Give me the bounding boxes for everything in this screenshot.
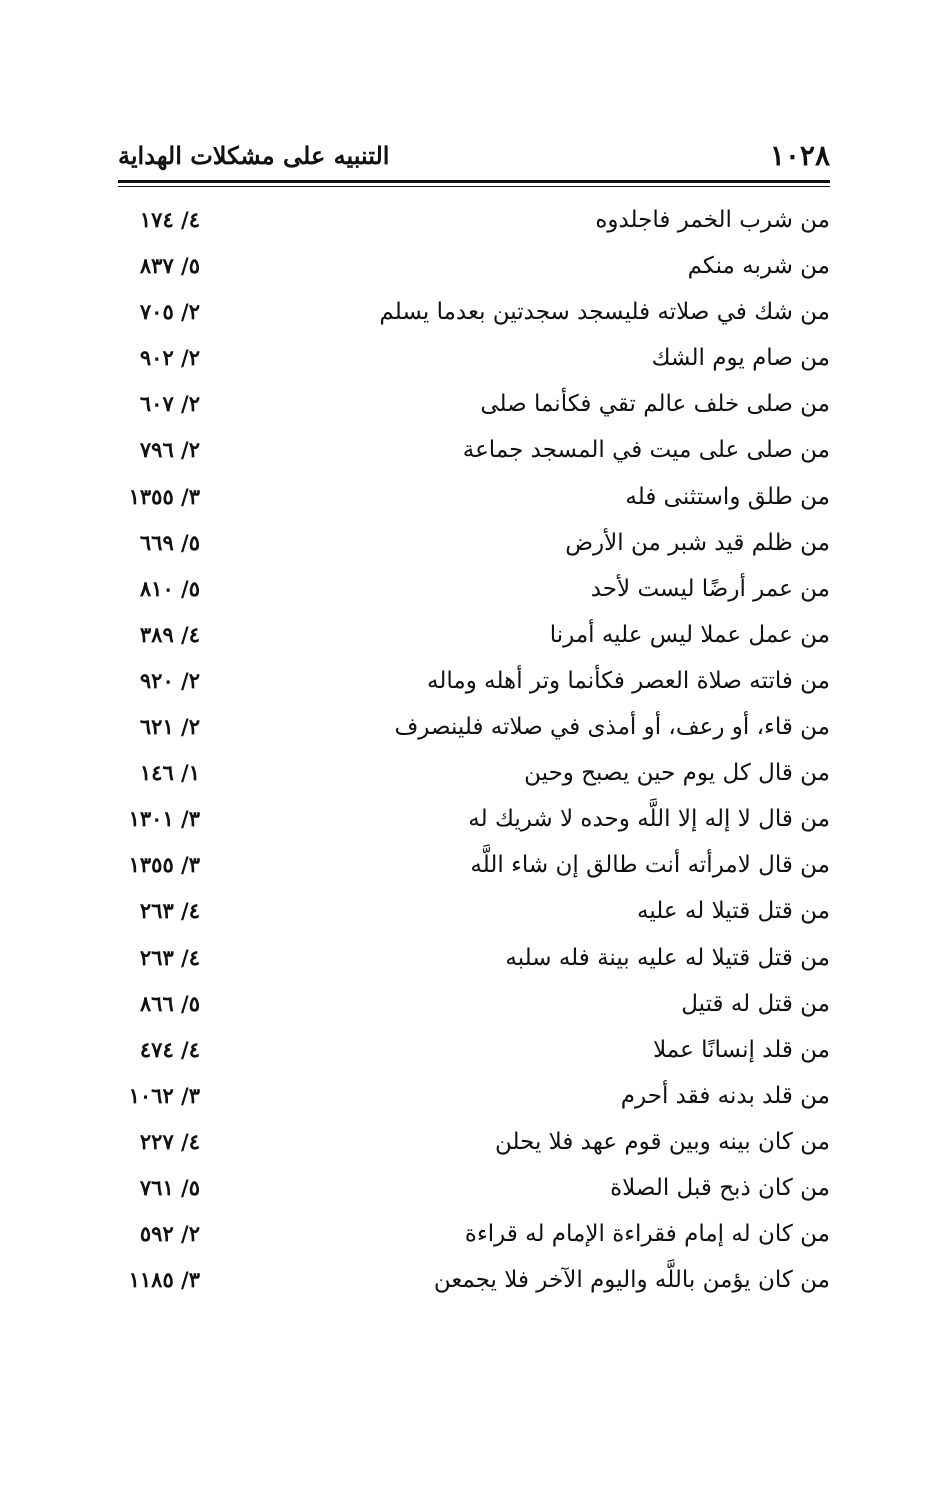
entry-text: من قال لا إله إلا اللَّه وحده لا شريك له xyxy=(468,806,830,833)
entry-text: من كان ذبح قبل الصلاة xyxy=(610,1174,830,1201)
index-entry xyxy=(118,704,830,750)
header-rule-thick xyxy=(118,180,830,183)
entry-text: من قال لامرأته أنت طالق إن شاء اللَّه xyxy=(470,852,830,879)
entry-reference: ٢/ ٩٠٢ xyxy=(139,345,200,371)
index-entry xyxy=(118,1211,830,1257)
index-entry xyxy=(118,981,830,1027)
entry-reference: ٥/ ٨١٠ xyxy=(139,575,200,601)
index-entry xyxy=(118,888,830,934)
entry-text: من قتل له قتيل xyxy=(681,990,830,1017)
index-entry xyxy=(118,1119,830,1165)
index-entry xyxy=(118,381,830,427)
page-header xyxy=(118,136,830,176)
index-entry xyxy=(118,243,830,289)
entry-reference: ٤/ ٢٢٧ xyxy=(139,1128,200,1154)
entry-reference: ٣/ ١٣٠١ xyxy=(128,806,200,832)
entry-reference: ٢/ ٩٢٠ xyxy=(139,667,200,693)
index-entry xyxy=(118,520,830,566)
entry-reference: ٥/ ٨٣٧ xyxy=(139,253,200,279)
entry-reference: ٥/ ٨٦٦ xyxy=(139,990,200,1016)
index-entry xyxy=(118,658,830,704)
entry-text: من قتل قتيلا له عليه بينة فله سلبه xyxy=(505,944,830,971)
entry-text: من قلد إنسانًا عملا xyxy=(653,1036,830,1063)
entry-text: من كان له إمام فقراءة الإمام له قراءة xyxy=(464,1221,830,1248)
entry-reference: ٢/ ٦٢١ xyxy=(139,714,200,740)
entry-reference: ٣/ ١٣٥٥ xyxy=(128,483,200,509)
entry-text: من صلى خلف عالم تقي فكأنما صلى xyxy=(480,391,830,418)
entry-reference: ٥/ ٦٦٩ xyxy=(139,529,200,555)
entry-text: من شرب الخمر فاجلدوه xyxy=(595,207,830,233)
entry-reference: ٢/ ٦٠٧ xyxy=(139,391,200,417)
index-entry xyxy=(118,796,830,842)
entry-text: من شربه منكم xyxy=(687,253,830,280)
entry-text: من قلد بدنه فقد أحرم xyxy=(620,1082,830,1109)
page-number: ١٠٢٨ xyxy=(769,139,830,172)
running-title: التنبيه على مشكلات الهداية xyxy=(118,141,390,170)
entry-reference: ١/ ١٤٦ xyxy=(139,760,200,786)
entry-text: من طلق واستثنى فله xyxy=(625,483,830,510)
entry-reference: ٢/ ٧٠٥ xyxy=(139,299,200,325)
entry-text: من فاتته صلاة العصر فكأنما وتر أهله وماله xyxy=(427,667,830,694)
index-entry xyxy=(118,474,830,520)
hadith-index-list xyxy=(118,197,830,1303)
entry-text: من عمر أرضًا ليست لأحد xyxy=(590,575,830,602)
index-entry xyxy=(118,612,830,658)
entry-reference: ٤/ ٤٧٤ xyxy=(139,1036,200,1062)
index-entry xyxy=(118,335,830,381)
index-entry xyxy=(118,1073,830,1119)
entry-reference: ٢/ ٧٩٦ xyxy=(139,437,200,463)
entry-reference: ٤/ ٢٦٣ xyxy=(139,944,200,970)
entry-text: من صلى على ميت في المسجد جماعة xyxy=(462,437,830,464)
entry-reference: ٣/ ١٣٥٥ xyxy=(128,852,200,878)
entry-reference: ٤/ ١٧٤ xyxy=(139,207,200,232)
entry-text: من قاء، أو رعف، أو أمذى في صلاته فلينصرف xyxy=(394,714,830,741)
index-entry xyxy=(118,842,830,888)
entry-reference: ٤/ ٢٦٣ xyxy=(139,898,200,924)
entry-text: من كان يؤمن باللَّه واليوم الآخر فلا يجمعن xyxy=(433,1267,830,1294)
entry-reference: ٥/ ٧٦١ xyxy=(139,1174,200,1200)
entry-text: من صام يوم الشك xyxy=(651,345,830,372)
index-entry xyxy=(118,750,830,796)
entry-text: من عمل عملا ليس عليه أمرنا xyxy=(549,621,830,648)
header-rule-thin xyxy=(118,186,830,187)
entry-reference: ٢/ ٥٩٢ xyxy=(139,1221,200,1247)
index-entry xyxy=(118,197,830,243)
index-entry xyxy=(118,1027,830,1073)
entry-text: من كان بينه وبين قوم عهد فلا يحلن xyxy=(494,1128,830,1155)
index-entry xyxy=(118,935,830,981)
entry-text: من قتل قتيلا له عليه xyxy=(637,898,830,925)
index-entry xyxy=(118,1165,830,1211)
index-entry xyxy=(118,427,830,473)
index-entry xyxy=(118,1257,830,1303)
entry-text: من ظلم قيد شبر من الأرض xyxy=(565,529,830,556)
entry-reference: ٤/ ٣٨٩ xyxy=(139,621,200,647)
index-entry xyxy=(118,566,830,612)
entry-reference: ٣/ ١١٨٥ xyxy=(128,1267,200,1293)
entry-reference: ٣/ ١٠٦٢ xyxy=(128,1082,200,1108)
entry-text: من قال كل يوم حين يصبح وحين xyxy=(524,760,830,787)
index-entry xyxy=(118,289,830,335)
entry-text: من شك في صلاته فليسجد سجدتين بعدما يسلم xyxy=(379,299,830,326)
